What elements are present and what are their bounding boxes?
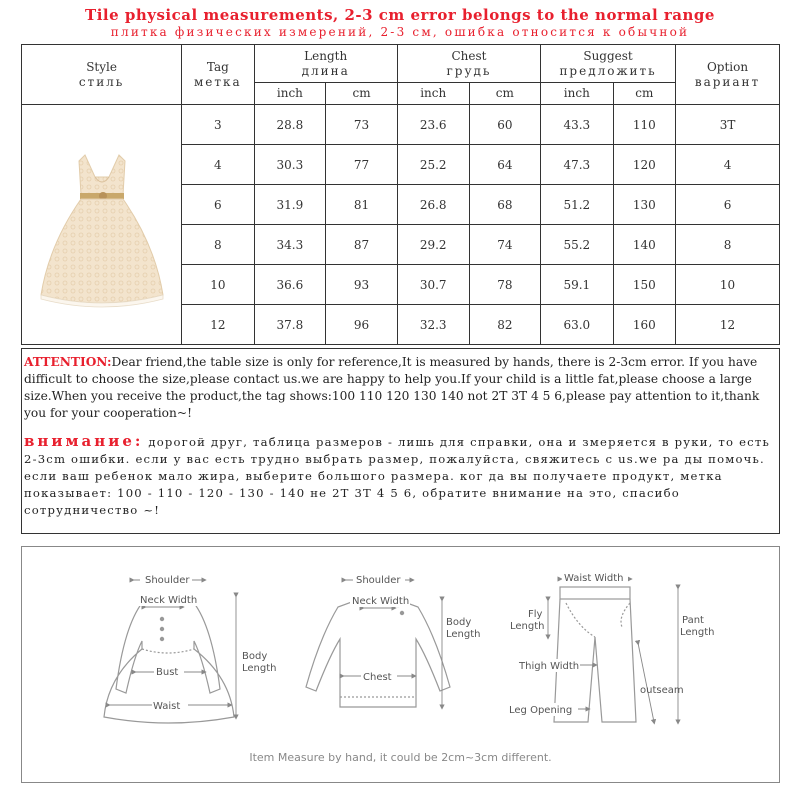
header-option: Option вариант (676, 45, 780, 105)
cell-tag: 3 (182, 105, 254, 145)
pant-pant-label: Pant (682, 615, 704, 626)
cell-chest-cm: 78 (469, 265, 541, 305)
page-subtitle: плитка физических измерений, 2-3 см, ошибка относится к обычной (110, 25, 690, 39)
notes-box (21, 348, 780, 534)
pant-fly-label: Fly (528, 609, 543, 620)
unit-chest-inch: inch (397, 83, 469, 105)
cell-tag: 10 (182, 265, 254, 305)
cell-length-cm: 93 (326, 265, 398, 305)
pant-outseam-label: outseam (640, 685, 684, 696)
table-row (22, 105, 780, 145)
cell-chest-cm: 64 (469, 145, 541, 185)
cell-suggest-cm: 150 (613, 265, 676, 305)
top-body-label: Body (446, 617, 472, 628)
cell-suggest-cm: 120 (613, 145, 676, 185)
pant-thigh-label: Thigh Width (519, 661, 580, 672)
attention-note (24, 354, 776, 422)
cell-suggest-inch: 59.1 (541, 265, 613, 305)
cell-length-cm: 81 (326, 185, 398, 225)
header-style: Style стиль (22, 45, 182, 105)
cell-length-cm: 87 (326, 225, 398, 265)
cell-tag: 4 (182, 145, 254, 185)
unit-length-inch: inch (254, 83, 326, 105)
measure-footnote: Item Measure by hand, it could be 2cm~3cm different. (249, 751, 552, 764)
dress-body-label: Body (242, 651, 268, 662)
cell-suggest-cm: 110 (613, 105, 676, 145)
cell-length-cm: 73 (326, 105, 398, 145)
cell-length-inch: 31.9 (254, 185, 326, 225)
pant-length-label: Length (680, 627, 715, 638)
measurement-illustrations (22, 547, 779, 782)
dress-length-label: Length (242, 663, 277, 674)
cell-chest-cm: 74 (469, 225, 541, 265)
cell-tag: 8 (182, 225, 254, 265)
cell-chest-cm: 82 (469, 305, 541, 345)
top-neck-label: Neck Width (352, 596, 410, 607)
page-title: Tile physical measurements, 2-3 cm error belongs to the normal range (85, 6, 715, 24)
top-diagram (306, 595, 450, 707)
cell-length-inch: 37.8 (254, 305, 326, 345)
cell-length-inch: 34.3 (254, 225, 326, 265)
top-shoulder-label: Shoulder (356, 575, 401, 586)
header-chest: Chest грудь (397, 45, 540, 83)
cell-option: 12 (676, 305, 780, 345)
pant-fly-length-label: Length (510, 621, 545, 632)
cell-chest-inch: 30.7 (397, 265, 469, 305)
cell-option: 3T (676, 105, 780, 145)
unit-suggest-cm: cm (613, 83, 676, 105)
pant-waist-label: Waist Width (564, 573, 624, 584)
cell-suggest-inch: 43.3 (541, 105, 613, 145)
size-table (21, 44, 780, 345)
pants-diagram (554, 587, 636, 722)
header-tag: Tag метка (182, 45, 254, 105)
dress-waist-label: Waist (153, 701, 181, 712)
cell-suggest-inch: 55.2 (541, 225, 613, 265)
dress-neck-label: Neck Width (140, 595, 198, 606)
cell-length-cm: 96 (326, 305, 398, 345)
cell-suggest-cm: 130 (613, 185, 676, 225)
dress-shoulder-label: Shoulder (145, 575, 190, 586)
cell-chest-inch: 32.3 (397, 305, 469, 345)
attention-label: ATTENTION: (24, 355, 112, 369)
header-suggest: Suggest предложить (541, 45, 676, 83)
cell-tag: 6 (182, 185, 254, 225)
unit-length-cm: cm (326, 83, 398, 105)
cell-suggest-cm: 140 (613, 225, 676, 265)
cell-chest-cm: 68 (469, 185, 541, 225)
russian-attention-label: внимание: (24, 432, 144, 450)
cell-length-inch: 28.8 (254, 105, 326, 145)
cell-length-inch: 36.6 (254, 265, 326, 305)
cell-option: 8 (676, 225, 780, 265)
cell-chest-inch: 23.6 (397, 105, 469, 145)
cell-option: 4 (676, 145, 780, 185)
russian-attention-text: дорогой друг, таблица размеров - лишь для справки, она и змеряется в руки, то есть 2-3cm ошибки. если у вас есть трудно выбрать размер, пожалуйста, свяжитесь с us.we ра ды помочь. если ваш ребенок мало жира, выберите большого размера. ког да вы получаете продукт, метка показывает: 100 - 110 - 120 - 130 - 140 не 2T 3T 4 5 6, обратите внимание на это, спасибо сотрудничество ~! (24, 435, 770, 517)
header-length: Length длина (254, 45, 397, 83)
cell-length-inch: 30.3 (254, 145, 326, 185)
cell-suggest-inch: 47.3 (541, 145, 613, 185)
cell-chest-inch: 29.2 (397, 225, 469, 265)
cell-length-cm: 77 (326, 145, 398, 185)
dress-bust-label: Bust (156, 667, 179, 678)
cell-chest-inch: 26.8 (397, 185, 469, 225)
cell-suggest-cm: 160 (613, 305, 676, 345)
attention-text: Dear friend,the table size is only for reference,It is measured by hands, there is 2-3cm error. If you have difficult to choose the size,please contact us.we are happy to help you.If your child is a little fat,please choose a large size.When you receive the product,the tag shows:100 110 120 130 140 not 2T 3T 4 5 6,please pay attention to it,thank you for your cooperation~! (24, 355, 760, 420)
dress-photo (22, 105, 182, 345)
russian-note (24, 433, 776, 519)
top-chest-label: Chest (363, 672, 392, 683)
unit-chest-cm: cm (469, 83, 541, 105)
cell-suggest-inch: 51.2 (541, 185, 613, 225)
cell-option: 10 (676, 265, 780, 305)
unit-suggest-inch: inch (541, 83, 613, 105)
cell-tag: 12 (182, 305, 254, 345)
cell-chest-cm: 60 (469, 105, 541, 145)
cell-chest-inch: 25.2 (397, 145, 469, 185)
measurement-diagram (21, 546, 780, 783)
top-length-label: Length (446, 629, 481, 640)
cell-suggest-inch: 63.0 (541, 305, 613, 345)
dress-image (37, 135, 167, 315)
pant-leg-label: Leg Opening (509, 705, 573, 716)
cell-option: 6 (676, 185, 780, 225)
